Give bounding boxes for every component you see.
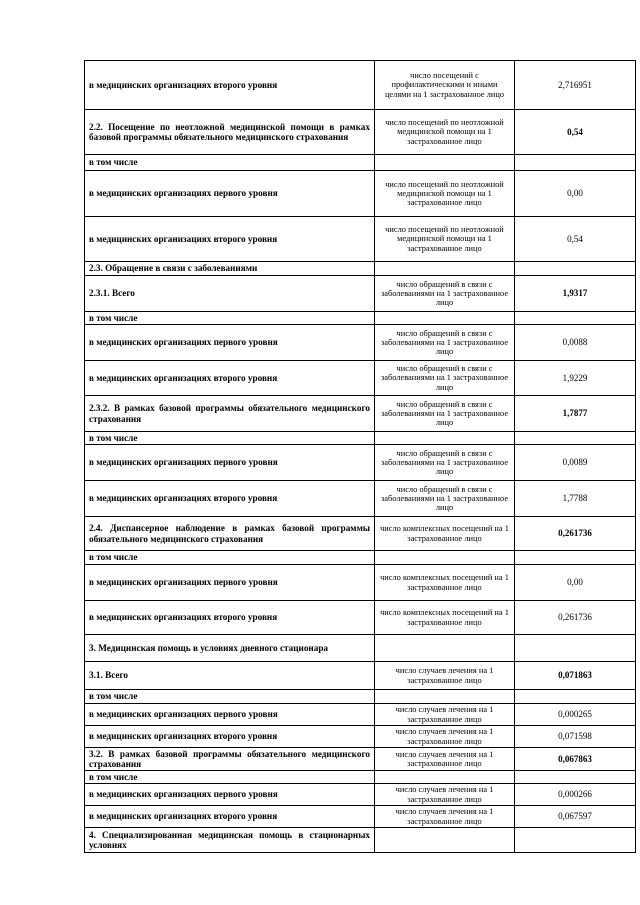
table-row (85, 445, 636, 481)
table-row (85, 748, 636, 771)
indicator-value: 0,54 (515, 217, 636, 262)
indicator-value: 0,071863 (515, 662, 636, 690)
table-row (85, 396, 636, 432)
table-row (85, 312, 636, 325)
indicator-name: в медицинских организациях второго уровня (85, 806, 375, 828)
indicator-name: 3.1. Всего (85, 662, 375, 690)
unit-of-measure: число обращений в связи с заболеваниями на 1 застрахованное лицо (375, 396, 515, 432)
indicator-name: в медицинских организациях первого уровня (85, 445, 375, 481)
indicator-value (515, 828, 636, 853)
table-row (85, 601, 636, 635)
document-page (84, 60, 635, 853)
indicator-value: 2,716951 (515, 61, 636, 110)
indicator-value: 0,067863 (515, 748, 636, 771)
indicator-name: 3. Медицинская помощь в условиях дневного стационара (85, 635, 375, 662)
indicator-name: в медицинских организациях первого уровня (85, 784, 375, 806)
indicator-value (515, 771, 636, 784)
table-row (85, 784, 636, 806)
indicator-value: 0,071598 (515, 726, 636, 748)
unit-of-measure (375, 828, 515, 853)
indicator-value: 0,54 (515, 110, 636, 155)
indicator-value: 0,0088 (515, 325, 636, 361)
table-row (85, 565, 636, 601)
unit-of-measure (375, 262, 515, 276)
indicators-table (84, 60, 636, 853)
indicator-value (515, 262, 636, 276)
indicator-value: 1,9317 (515, 276, 636, 312)
unit-of-measure (375, 771, 515, 784)
unit-of-measure (375, 690, 515, 704)
table-row (85, 217, 636, 262)
indicator-name: в том числе (85, 312, 375, 325)
indicator-name: в медицинских организациях второго уровня (85, 726, 375, 748)
table-row (85, 325, 636, 361)
indicator-value: 0,00 (515, 565, 636, 601)
indicator-name: 2.3.1. Всего (85, 276, 375, 312)
indicator-name: в том числе (85, 155, 375, 171)
indicator-name: в медицинских организациях второго уровня (85, 361, 375, 396)
indicator-value: 1,9229 (515, 361, 636, 396)
table-row (85, 262, 636, 276)
indicator-name: в медицинских организациях второго уровня (85, 481, 375, 517)
indicator-value: 0,00 (515, 171, 636, 217)
indicator-value (515, 432, 636, 445)
unit-of-measure: число случаев лечения на 1 застрахованное лицо (375, 784, 515, 806)
indicator-value: 1,7788 (515, 481, 636, 517)
indicator-value (515, 551, 636, 565)
unit-of-measure: число посещений с профилактическими и иными целями на 1 застрахованное лицо (375, 61, 515, 110)
table-row (85, 828, 636, 853)
indicator-name: 2.2. Посещение по неотложной медицинской помощи в рамках базовой программы обязательного медицинского страхования (85, 110, 375, 155)
unit-of-measure: число случаев лечения на 1 застрахованное лицо (375, 748, 515, 771)
indicator-name: 2.3.2. В рамках базовой программы обязательного медицинского страхования (85, 396, 375, 432)
unit-of-measure (375, 155, 515, 171)
indicator-name: 2.3. Обращение в связи с заболеваниями (85, 262, 375, 276)
indicator-name: 2.4. Диспансерное наблюдение в рамках базовой программы обязательного медицинского страхования (85, 517, 375, 551)
table-row (85, 635, 636, 662)
indicator-name: в том числе (85, 551, 375, 565)
unit-of-measure: число посещений по неотложной медицинской помощи на 1 застрахованное лицо (375, 110, 515, 155)
table-row (85, 704, 636, 726)
indicator-name: 3.2. В рамках базовой программы обязательного медицинского страхования (85, 748, 375, 771)
table-row (85, 726, 636, 748)
unit-of-measure: число обращений в связи с заболеваниями на 1 застрахованное лицо (375, 445, 515, 481)
indicator-value (515, 690, 636, 704)
table-row (85, 276, 636, 312)
indicator-name: в медицинских организациях второго уровня (85, 601, 375, 635)
indicator-name: в медицинских организациях первого уровня (85, 565, 375, 601)
indicator-value: 0,067597 (515, 806, 636, 828)
table-row (85, 806, 636, 828)
unit-of-measure (375, 635, 515, 662)
table-row (85, 432, 636, 445)
unit-of-measure: число посещений по неотложной медицинской помощи на 1 застрахованное лицо (375, 217, 515, 262)
indicator-name: в том числе (85, 771, 375, 784)
unit-of-measure: число обращений в связи с заболеваниями на 1 застрахованное лицо (375, 361, 515, 396)
unit-of-measure (375, 432, 515, 445)
unit-of-measure: число комплексных посещений на 1 застрахованное лицо (375, 601, 515, 635)
table-row (85, 690, 636, 704)
table-row (85, 110, 636, 155)
indicator-name: в медицинских организациях первого уровня (85, 325, 375, 361)
table-row (85, 155, 636, 171)
indicator-name: в медицинских организациях первого уровня (85, 171, 375, 217)
unit-of-measure: число обращений в связи с заболеваниями на 1 застрахованное лицо (375, 276, 515, 312)
table-row (85, 551, 636, 565)
indicator-name: в медицинских организациях первого уровня (85, 704, 375, 726)
unit-of-measure: число комплексных посещений на 1 застрахованное лицо (375, 517, 515, 551)
table-body (85, 61, 636, 853)
indicator-value (515, 312, 636, 325)
indicator-value: 0,000265 (515, 704, 636, 726)
indicator-name: в медицинских организациях второго уровня (85, 217, 375, 262)
indicator-value: 0,0089 (515, 445, 636, 481)
table-row (85, 61, 636, 110)
unit-of-measure: число комплексных посещений на 1 застрахованное лицо (375, 565, 515, 601)
table-row (85, 171, 636, 217)
indicator-value: 0,000266 (515, 784, 636, 806)
table-row (85, 517, 636, 551)
indicator-value: 0,261736 (515, 601, 636, 635)
indicator-value: 1,7877 (515, 396, 636, 432)
unit-of-measure (375, 551, 515, 565)
indicator-name: в медицинских организациях второго уровня (85, 61, 375, 110)
unit-of-measure: число посещений по неотложной медицинской помощи на 1 застрахованное лицо (375, 171, 515, 217)
table-row (85, 662, 636, 690)
indicator-name: в том числе (85, 432, 375, 445)
table-row (85, 481, 636, 517)
unit-of-measure (375, 312, 515, 325)
indicator-value (515, 155, 636, 171)
unit-of-measure: число случаев лечения на 1 застрахованное лицо (375, 662, 515, 690)
table-row (85, 361, 636, 396)
indicator-name: в том числе (85, 690, 375, 704)
indicator-value (515, 635, 636, 662)
unit-of-measure: число случаев лечения на 1 застрахованное лицо (375, 704, 515, 726)
table-row (85, 771, 636, 784)
indicator-value: 0,261736 (515, 517, 636, 551)
unit-of-measure: число случаев лечения на 1 застрахованное лицо (375, 726, 515, 748)
unit-of-measure: число случаев лечения на 1 застрахованное лицо (375, 806, 515, 828)
unit-of-measure: число обращений в связи с заболеваниями на 1 застрахованное лицо (375, 481, 515, 517)
unit-of-measure: число обращений в связи с заболеваниями на 1 застрахованное лицо (375, 325, 515, 361)
indicator-name: 4. Специализированная медицинская помощь в стационарных условиях (85, 828, 375, 853)
